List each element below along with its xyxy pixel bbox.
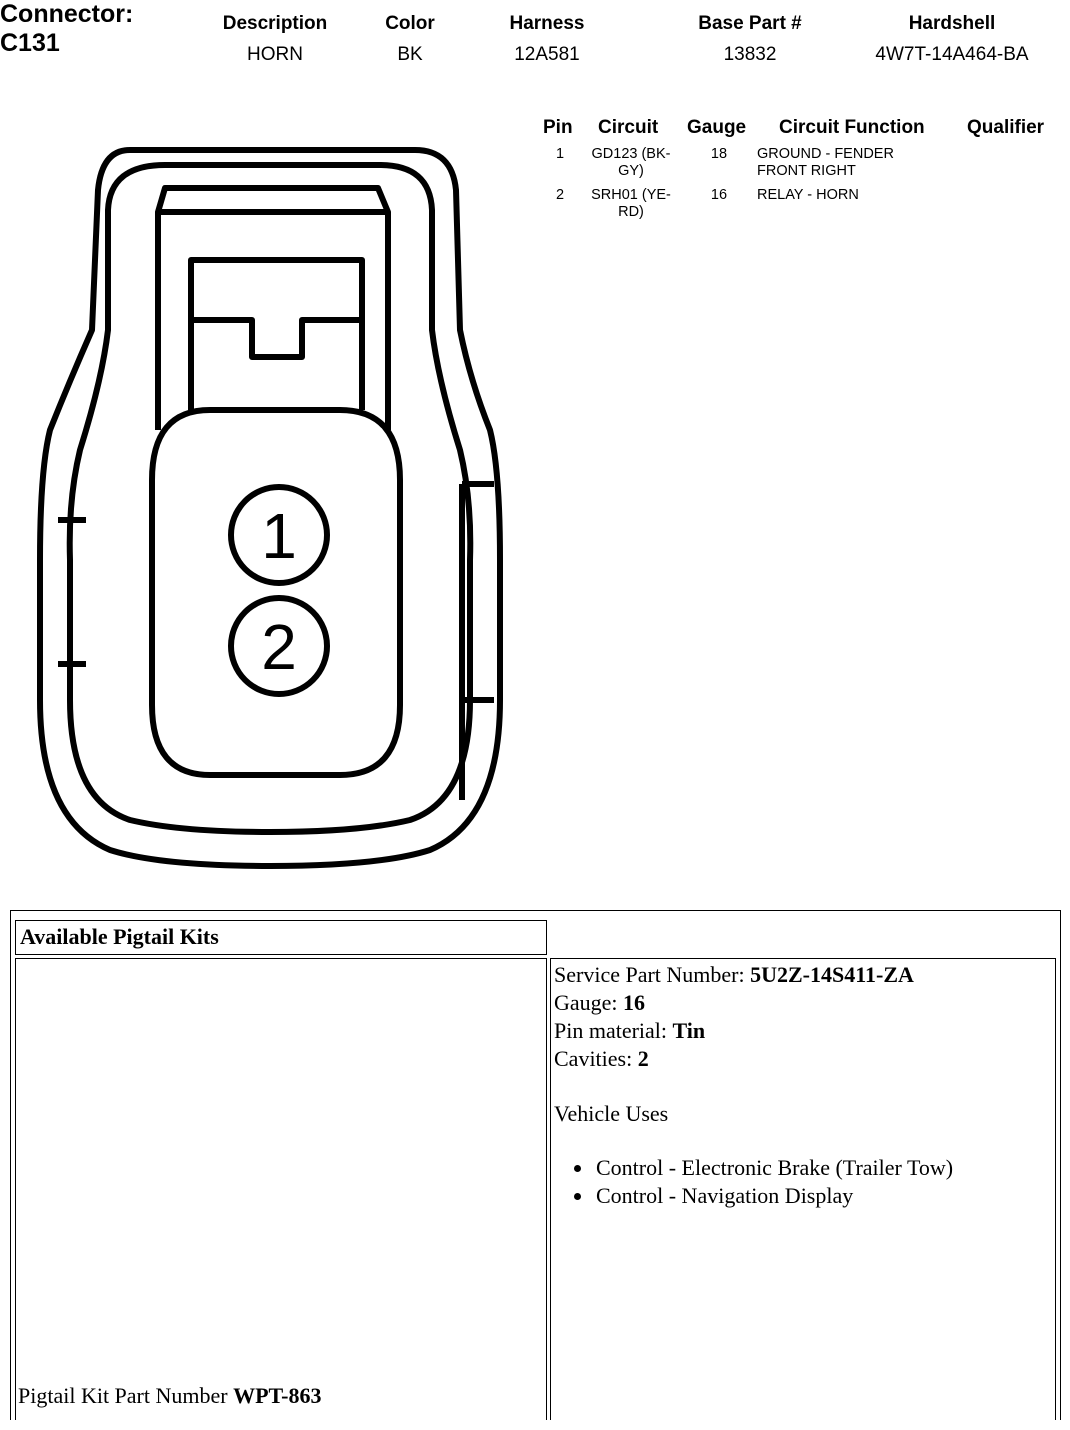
pin-material-label: Pin material: [554,1018,668,1043]
pin-material-value: Tin [672,1018,706,1043]
gauge-label: Gauge: [554,990,618,1015]
qualifier-col-header: Qualifier [967,117,1045,138]
hardshell-header: Hardshell [908,13,996,34]
service-part-value: 5U2Z-14S411-ZA [750,962,914,987]
connector-id: C131 [0,29,60,57]
pin-1-circuit [583,146,679,180]
connector-inner-housing [70,165,471,832]
pin-cavity-2-label: 2 [261,611,297,683]
pin-1-circuit-line1: GD123 (BK- [591,146,671,162]
pin-material-line [554,1018,705,1044]
connector-face-diagram [0,0,540,900]
hardshell-value: 4W7T-14A464-BA [875,44,1029,65]
pin-2-circuit-line1: SRH01 (YE- [591,187,671,203]
circuit-function-col-header: Circuit Function [779,117,925,138]
service-part-line [554,962,914,988]
harness-header: Harness [509,13,585,34]
list-item: • Control - Electronic Brake (Trailer Tow) [594,1154,953,1182]
pigtail-title: Available Pigtail Kits [20,924,219,949]
vehicle-uses-label: Vehicle Uses [554,1101,669,1126]
gauge-value: 16 [623,990,646,1015]
base-part-header: Base Part # [698,13,802,34]
pin-1-function-line2: FRONT RIGHT [757,163,856,179]
connector-label: Connector: [0,0,134,28]
pigtail-left-cell [15,958,547,1420]
color-value: BK [397,44,423,65]
pin-2-number: 2 [555,187,565,203]
connector-cavity-body [152,410,400,775]
pin-1-function-line1: GROUND - FENDER [757,146,894,162]
pin-col-header: Pin [543,117,573,138]
pin-2-circuit-line2: RD) [618,204,644,220]
cavities-line [554,1046,649,1072]
cavities-value: 2 [637,1046,649,1071]
pigtail-kit-part-label: Pigtail Kit Part Number [18,1383,228,1408]
cavities-label: Cavities: [554,1046,633,1071]
color-header: Color [385,13,435,34]
pigtail-title-cell [15,920,547,955]
vehicle-uses-list [544,1154,953,1210]
pin-2-function [757,187,957,204]
harness-value: 12A581 [514,44,580,65]
list-item: • Control - Navigation Display [594,1182,953,1210]
pin-2-function-line1: RELAY - HORN [757,187,859,203]
pin-1-circuit-line2: GY) [618,163,644,179]
pigtail-kit-part-line [18,1383,322,1409]
pin-1-number: 1 [555,146,565,162]
description-value: HORN [247,44,303,65]
description-header: Description [222,13,328,34]
pin-2-gauge: 16 [710,187,728,203]
base-part-value: 13832 [723,44,777,65]
pin-1-function [757,146,957,180]
pin-1-gauge: 18 [710,146,728,162]
connector-latch-notch [193,320,360,357]
service-part-label: Service Part Number: [554,962,745,987]
circuit-col-header: Circuit [598,117,659,138]
gauge-line [554,990,645,1016]
pin-2-circuit [583,187,679,221]
pigtail-kit-part-value: WPT-863 [233,1383,322,1408]
gauge-col-header: Gauge [687,117,747,138]
pin-cavity-1-label: 1 [261,500,297,572]
connector-latch-tab [191,260,362,410]
